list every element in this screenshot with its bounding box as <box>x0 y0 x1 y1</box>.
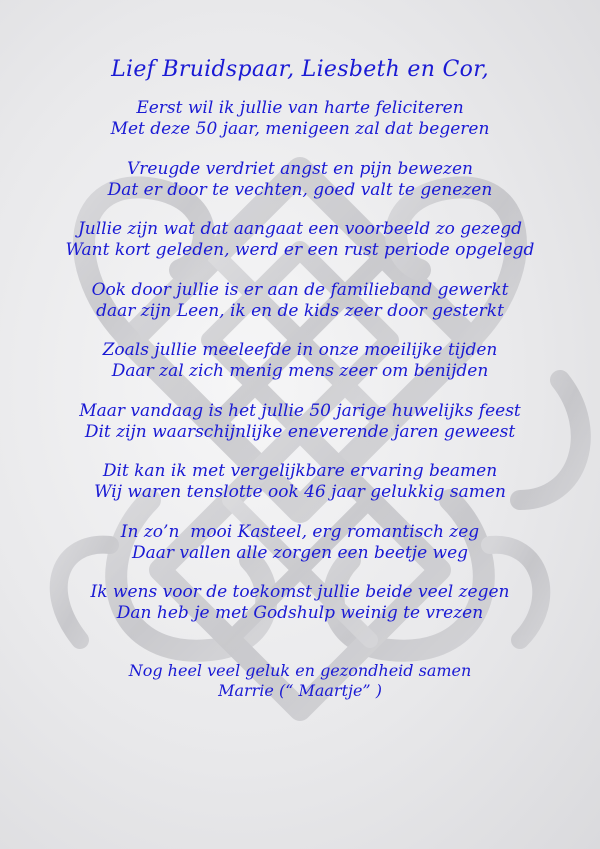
stanza <box>0 219 600 261</box>
stanza <box>0 522 600 564</box>
stanza <box>0 98 600 140</box>
signature: Marrie (“ Maartje” ) <box>218 681 382 700</box>
stanza <box>0 582 600 624</box>
poem-line: Eerst wil ik jullie van harte feliciteren <box>136 98 464 118</box>
poem-line: Ook door jullie is er aan de familieband gewerkt <box>91 279 509 300</box>
poem-line: Met deze 50 jaar, menigeen zal dat begeren <box>110 119 490 139</box>
closing <box>0 661 600 701</box>
poem <box>0 56 600 720</box>
poem-line: Dat er door te vechten, goed valt te genezen <box>107 179 493 200</box>
poem-line: Jullie zijn wat dat aangaat een voorbeeld zo gezegd <box>77 219 523 239</box>
stanza <box>0 401 600 443</box>
poem-line: Zoals jullie meeleefde in onze moeilijke tijden <box>102 340 498 360</box>
poem-line: In zo’n mooi Kasteel, erg romantisch zeg <box>120 521 480 542</box>
stanza <box>0 461 600 503</box>
poem-line: Daar vallen alle zorgen een beetje weg <box>131 542 469 563</box>
poem-line: Ik wens voor de toekomst jullie beide veel zegen <box>90 582 510 602</box>
poem-line: Want kort geleden, werd er een rust periode opgelegd <box>65 240 535 260</box>
poem-line: Dan heb je met Godshulp weinig te vrezen <box>116 603 484 623</box>
stanza <box>0 159 600 201</box>
poem-title: Lief Bruidspaar, Liesbeth en Cor, <box>111 57 489 82</box>
poem-line: Vreugde verdriet angst en pijn bewezen <box>127 158 473 179</box>
stanza <box>0 340 600 382</box>
poem-line: Daar zal zich menig mens zeer om benijden <box>111 361 489 381</box>
poem-line: Wij waren tenslotte ook 46 jaar gelukkig samen <box>94 482 506 502</box>
poem-line: Dit zijn waarschijnlijke eneverende jaren geweest <box>84 421 516 442</box>
poem-line: Maar vandaag is het jullie 50 jarige huwelijks feest <box>79 400 521 421</box>
poem-line: Dit kan ik met vergelijkbare ervaring beamen <box>102 461 498 481</box>
closing-line: Nog heel veel geluk en gezondheid samen <box>128 661 472 680</box>
poem-line: daar zijn Leen, ik en de kids zeer door gesterkt <box>96 300 504 321</box>
stanza <box>0 280 600 322</box>
